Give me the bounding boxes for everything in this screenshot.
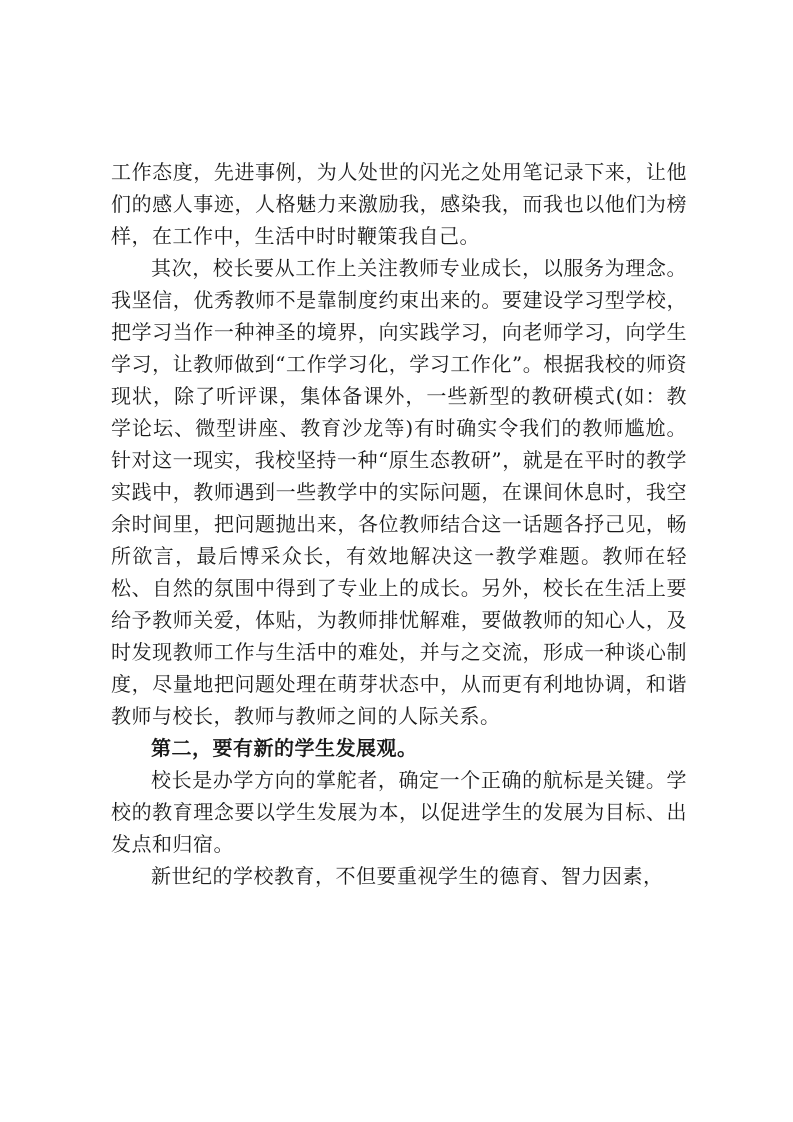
- paragraph-1: 工作态度，先进事例，为人处世的闪光之处用笔记录下来，让他们的感人事迹，人格魅力来激励我，感染我，而我也以他们为榜样，在工作中，生活中时时鞭策我自己。: [111, 160, 687, 248]
- section-heading: 第二，要有新的学生发展观。: [151, 736, 418, 760]
- paragraph-3: 校长是办学方向的掌舵者，确定一个正确的航标是关键。学校的教育理念要以学生发展为本，以促进学生的发展为目标、出发点和归宿。: [111, 768, 687, 856]
- document-page: [111, 156, 687, 892]
- paragraph-2: 其次，校长要从工作上关注教师专业成长，以服务为理念。我坚信，优秀教师不是靠制度约束出来的。要建设学习型学校，把学习当作一种神圣的境界，向实践学习，向老师学习，向学生学习，让教师做到“工作学习化，学习工作化”。根据我校的师资现状，除了听评课，集体备课外，一些新型的教研模式(如：教学论坛、微型讲座、教育沙龙等)有时确实令我们的教师尴尬。针对这一现实，我校坚持一种“原生态教研”，就是在平时的教学实践中，教师遇到一些教学中的实际问题，在课间休息时，我空余时间里，把问题抛出来，各位教师结合这一话题各抒己见，畅所欲言，最后博采众长，有效地解决这一教学难题。教师在轻松、自然的氛围中得到了专业上的成长。另外，校长在生活上要给予教师关爱，体贴，为教师排忧解难，要做教师的知心人，及时发现教师工作与生活中的难处，并与之交流，形成一种谈心制度，尽量地把问题处理在萌芽状态中，从而更有利地协调，和谐教师与校长，教师与教师之间的人际关系。: [111, 256, 687, 728]
- paragraph-4: 新世纪的学校教育，不但要重视学生的德育、智力因素，: [151, 864, 664, 888]
